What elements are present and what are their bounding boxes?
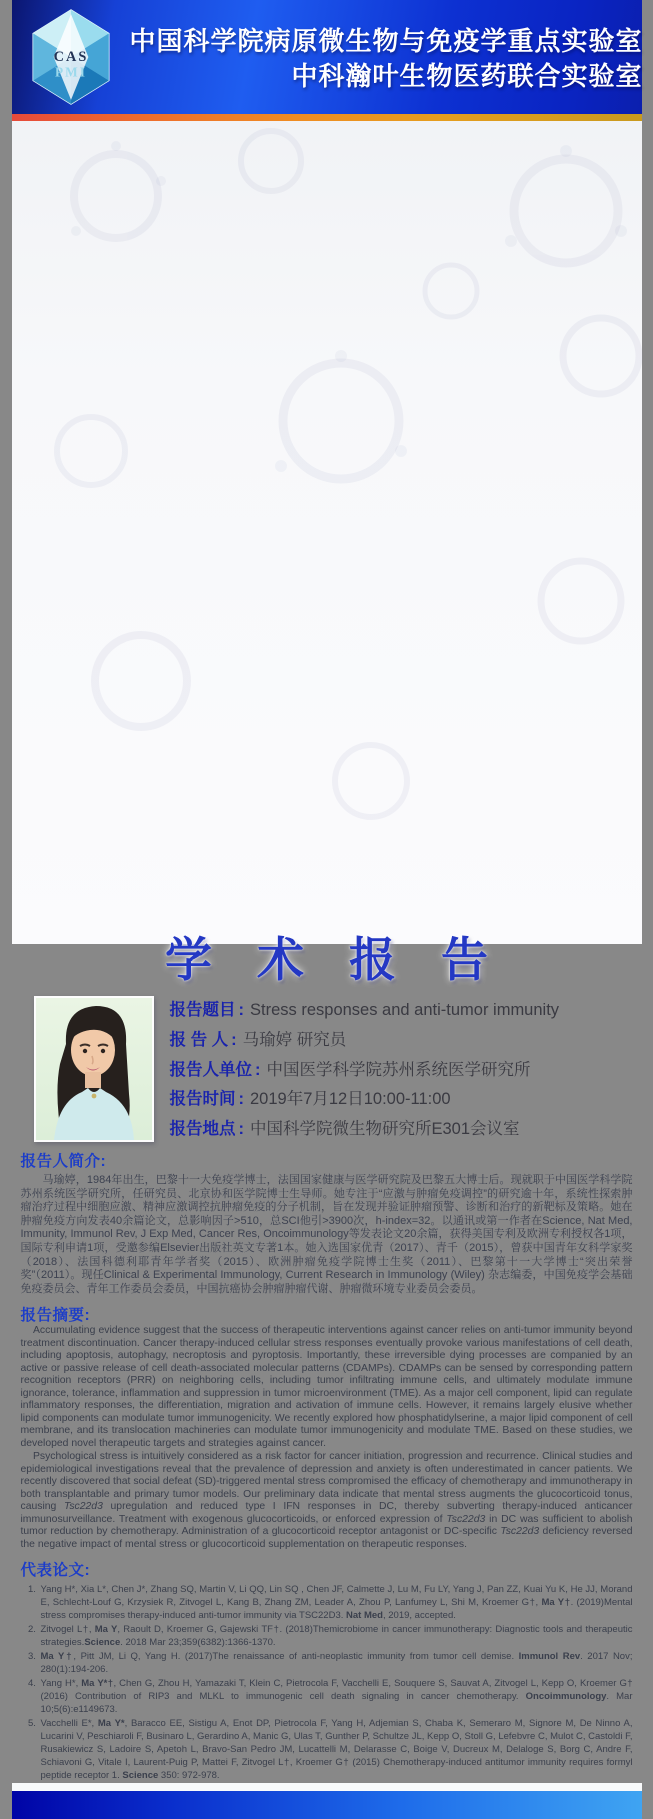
topic-label: 报告题目	[170, 1001, 236, 1019]
info-row-speaker	[170, 1028, 633, 1053]
speaker-portrait-illustration	[36, 998, 152, 1140]
virus-watermark-pattern	[21, 121, 651, 911]
lecture-info-rows	[154, 996, 633, 1142]
lecture-info-section	[21, 996, 633, 1142]
publications-list	[21, 1583, 633, 1782]
affiliation-label: 报告人单位	[170, 1061, 253, 1079]
abstract-paragraph-1: Accumulating evidence suggest that the success of therapeutic interventions against cancer relies on anti-tumor immunity beyond treatment discontinuation. Cancer therapy-induced cellular stress responses eventually provoke various manifestations of cell death, including apoptosis, autophagy, necroptosis and pyroptosis. Importantly, these irreversible dying processes are companied by an active or passive release of cell death-associated molecular patterns (CDAMPs). CDAMPs can be sensed by corresponding pattern recognition receptors (PRR) on neighboring cells, including tumor infiltrating immune cells, and ultimately modulate immune ignorance, tolerance, inflammation and suppression in tumor microenvironment (TME). As a major cell component, lipid can regulate inflammatory responses, the differentiation, migration and activation of immune cells. However, it remains largely elusive whether lipid components can modulate tumor immunogenicity. We recently explored how phosphatidylserine, a major lipid component of cell membrane, and its translocation machineries can modulate tumor immunogenicity and modulate TME. Based on these studies, we developed novel therapeutic targets and strategies against cancer.	[21, 1325, 633, 1450]
speaker-value: 马瑜婷 研究员	[243, 1031, 347, 1049]
colon: :	[236, 1001, 251, 1019]
hexagon-logo-icon	[30, 9, 112, 105]
logo-text-cas: CAS	[53, 49, 88, 65]
publications-heading: 代表论文:	[21, 1558, 633, 1580]
accent-gradient-bar	[12, 114, 642, 121]
location-value: 中国科学院微生物研究所E301会议室	[250, 1120, 520, 1138]
publication-item: 1. Yang H*, Xia L*, Chen J*, Zhang SQ, Martin V, Li QQ, Lin SQ , Chen JF, Calmette J, Lu M, Fu LY, Yang J, Pan ZZ, Kuai Yu K, He JJ, Morand E, Schlecht-Louf G, Krzysiek R, Zitvogel L, Kang B, Zhang ZM, Leader A, Zhou P, Lanfumey L, Shi M, Kroemer G†, Ma Y†. (2019)Mental stress compromises therapy-induced anti-tumor immunity via TSC22D3. Nat Med, 2019, accepted.	[39, 1583, 633, 1622]
colon: :	[228, 1031, 243, 1049]
location-label: 报告地点	[170, 1120, 236, 1138]
abstract-paragraph-2: Psychological stress is intuitively considered as a risk factor for cancer initiation, progression and recurrence. Clinical studies and epidemiological investigations reveal that the prevalence of depression and anxiety is often underestimated in cancer patients. We recently discovered that social defeat (SD)-triggered mental stress compromised the efficacy of chemotherapy and immunotherapy in both transplantable and primary tumor models. Our preliminary data indicate that mental stress augments the glucocorticoid tonus, causing Tsc22d3 upregulation and reduced type I IFN responses in DC, thereby subverting therapy-induced anticancer immunosurveillance. Treatment with exogenous glucocorticoids, or enforced expression of Tsc22d3 in DC was sufficient to abolish tumor reduction by chemotherapy. Administration of a glucocorticoid receptor antagonist or DC-specific Tsc22d3 deficiency reversed the negative impact of mental stress or glucocorticoid supplementation on therapeutic responses.	[21, 1451, 633, 1551]
info-row-affiliation	[170, 1058, 633, 1083]
header-titles	[130, 18, 653, 97]
lab-title-line1: 中国科学院病原微生物与免疫学重点实验室	[130, 26, 643, 56]
time-label: 报告时间	[170, 1090, 236, 1108]
page-title: 学 术 报 告	[21, 923, 633, 990]
speaker-bio-section	[21, 1149, 633, 1296]
header-banner	[12, 0, 642, 114]
publication-item: 3. Ma Y†, Pitt JM, Li Q, Yang H. (2017)The renaissance of anti-neoplastic immunity from tumor cell demise. Immunol Rev. 2017 Nov; 280(1):194-206.	[39, 1650, 633, 1676]
logo-text-pmi: PMI	[55, 64, 87, 79]
info-row-location	[170, 1117, 633, 1142]
publication-item: 4. Yang H*, Ma Y*†, Chen G, Zhou H, Yamazaki T, Klein C, Pietrocola F, Vacchelli E, Souquere S, Sauvat A, Zitvogel L, Kepp O, Kroemer G† (2016) Contribution of RIP3 and MLKL to immunogenic cell death signaling in cancer chemotherapy. Oncoimmunology. Mar 10;5(6):e1149673.	[39, 1677, 633, 1716]
abstract-heading: 报告摘要:	[21, 1303, 633, 1325]
speaker-photo	[34, 996, 154, 1142]
lecture-poster	[12, 0, 642, 944]
cas-pmi-logo	[12, 9, 130, 105]
lab-title-line2: 中科瀚叶生物医药联合实验室	[130, 61, 643, 91]
affiliation-value: 中国医学科学院苏州系统医学研究所	[267, 1061, 531, 1079]
publication-item: 5. Vacchelli E*, Ma Y*, Baracco EE, Sistigu A, Enot DP, Pietrocola F, Yang H, Adjemian S, Chaba K, Semeraro M, Signore M, De Ninno A, Lucarini V, Peschiaroli F, Businaro L, Gerardino A, Manic G, Ulas T, Gunther P, Schultze JL, Kepp O, Stoll G, Lefebvre C, Mulot C, Castoldi F, Rusakiewicz S, Ladoire S, Apetoh L, Bravo-San Pedro JM, Lucattelli M, Delarasse C, Boige V, Ducreux M, Delaloge S, Borg C, Andre F, Schiavoni G, Vitale I, Laurent-Puig P, Mattei F, Zitvogel L†, Kroemer G† (2015) Chemotherapy-induced antitumor immunity requires formyl peptide receptor 1. Science 350: 972-978.	[39, 1717, 633, 1782]
info-row-topic	[170, 998, 633, 1023]
publication-item: 2. Zitvogel L†, Ma Y, Raoult D, Kroemer G, Gajewski TF†. (2018)Themicrobiome in cancer immunotherapy: Diagnostic tools and therapeutic strategies.Science. 2018 Mar 23;359(6382):1366-1370.	[39, 1623, 633, 1649]
bio-heading: 报告人简介:	[21, 1149, 633, 1171]
poster-body	[12, 121, 642, 1783]
publications-section	[21, 1558, 633, 1782]
colon: :	[236, 1090, 251, 1108]
colon: :	[236, 1120, 251, 1138]
footer-gradient-bar	[12, 1783, 642, 1819]
bio-text: 马瑜婷，1984年出生，巴黎十一大免疫学博士，法国国家健康与医学研究院及巴黎五大博士后。现就职于中国医学科学院苏州系统医学研究所，任研究员、北京协和医学院博士生导师。她专注于“应激与肿瘤免疫调控”的研究逾十年，系统性探索肿瘤治疗过程中细胞应激、精神应激调控抗肿瘤免疫的分子机制，旨在发现并验证肿瘤预警、诊断和治疗的新靶标及策略。她在肿瘤免疫方向发表40余篇论文，总影响因子>510，总SCI他引>3900次，h-index=32。以通讯或第一作者在Science, Nat Med, Immunity, Immunol Rev, J Exp Med, Cancer Res, Oncoimmunology等发表论文20余篇，获得美国专利及欧洲专利授权各1项，国际专利申请1项，受邀参编Elsevier出版社英文专著1本。她入选国家优青（2017）、青千（2015），曾获中国青年女科学家奖（2018）、法国科德利耶青年学者奖（2015）、欧洲肿瘤免疫学院博士生奖（2011）、巴黎第十一大学博士“突出荣誉奖”（2011）。现任Clinical & Experimental Immunology, Current Research in Immunology (Wiley) 杂志编委，中国免疫学会基础免疫委员会、青年工作委员会委员，中国抗癌协会肿瘤肿瘤代谢、肿瘤微环境专业委员会委员。	[21, 1174, 633, 1296]
speaker-label: 报 告 人	[170, 1031, 229, 1049]
time-value: 2019年7月12日10:00-11:00	[250, 1090, 451, 1108]
topic-value: Stress responses and anti-tumor immunity	[250, 1001, 559, 1019]
colon: :	[252, 1061, 267, 1079]
abstract-section	[21, 1303, 633, 1551]
info-row-time	[170, 1087, 633, 1112]
